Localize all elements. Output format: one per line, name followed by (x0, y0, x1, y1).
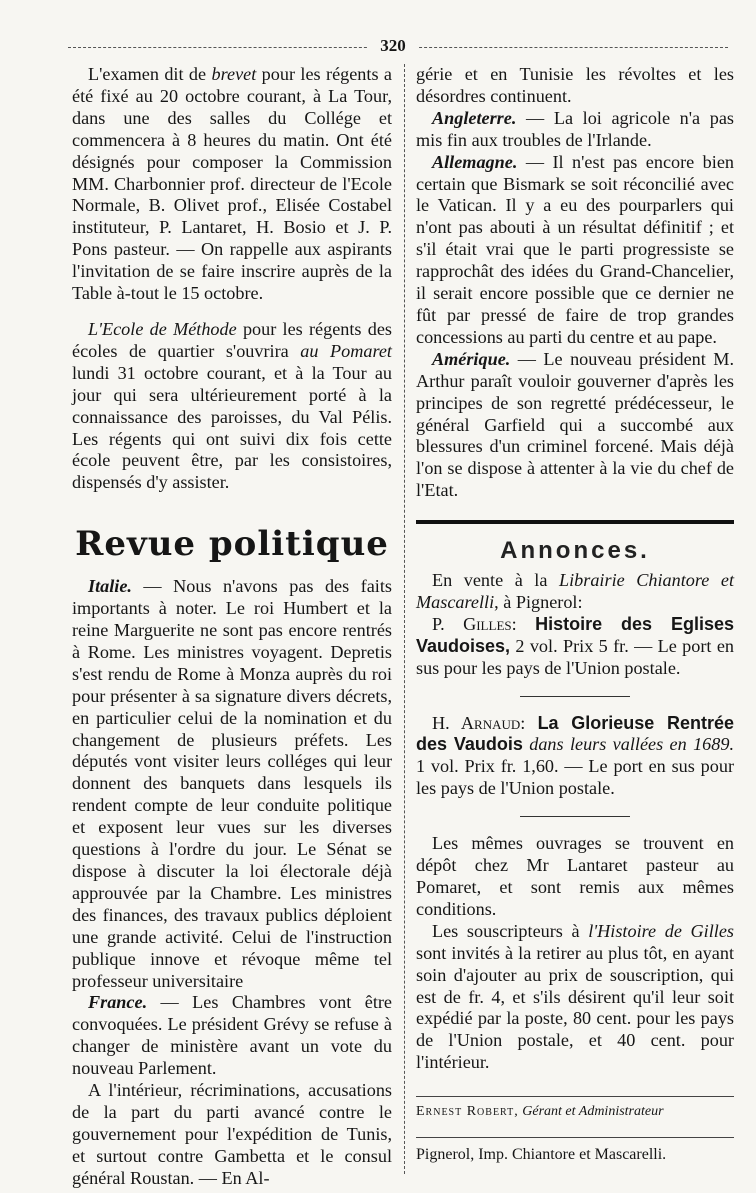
book-title-arnaud: La Glorieuse Rentrée des Vaudois (416, 712, 734, 755)
brevet-notice: L'examen dit de brevet pour les régents a été fixé au 20 octobre courant, à La Tour, dans une des salles du Collége et commencera à 8 heures du matin. Ont été désignés pour composer la Commission MM. Charbonnier prof. directeur de l'Ecole Normale, B. Olivet prof., Elisée Costabel instituteur, P. Lantaret, H. Bosio et J. P. Pons pasteur. — On rappelle aux aspirants l'invitation de se faire inscrire auprès de la Table à-tout le 15 octobre. (72, 64, 392, 304)
ad-intro: En vente à la Librairie Chiantore et Mascarelli, à Pignerol: (416, 570, 735, 612)
france-paragraph: France. — Les Chambres vont être convoquées. Le président Grévy se refuse à changer de ministère avant un vote du nouveau Parlement. (72, 992, 392, 1079)
printer-imprint: Pignerol, Imp. Chiantore et Mascarelli. (416, 1137, 734, 1166)
column-divider (404, 64, 405, 1174)
ad-arnaud: H. Arnaud: La Glorieuse Rentrée des Vaudois dans leurs vallées en 1689. 1 vol. Prix fr. 1,60. — Le port en sus pour les pays de l'Union postale. (416, 712, 734, 799)
right-column (416, 64, 734, 1166)
italie-paragraph: Italie. — Nous n'avons pas des faits importants à noter. Le roi Humbert et la reine Marguerite ne sont pas encore rentrés à Rome. Les ministres voyagent. Depretis s'est rendu de Rome à Monza auprès du roi pour présenter à sa signature divers décrets, en particulier celui de la nomination et du changement de plusieurs préfets. Les députés vont visiter leurs colléges qui leur donnent des banquets dans lesquels ils rendent compte de leur conduite politique et exposent leur vues sur les diverses questions à l'ordre du jour. Le Sénat se dispose à discuter la loi électorale déjà approuvée par la Chambre. Les ministres des finances, des travaux publics déploient une grande activité. Celui de l'instruction publique innove et révoque même tel professeur universitaire (72, 576, 392, 991)
italie-label: Italie. (88, 576, 132, 597)
france-paragraph-2: A l'intérieur, récriminations, accusations de la part du parti avancé contre le gouvernement pour l'expédition de Tunis, et surtout contre Gambetta et le consul général Roustan. — En Al- (72, 1080, 392, 1188)
methode-notice: L'Ecole de Méthode pour les régents des écoles de quartier s'ouvrira au Pomaret lundi 31 octobre courant, et à la Tour au jour qui sera ultérieurement porté à la connaissance des paroisses, du Val Pélis. Les régents qui ont suivi dix fois cette école peuvent être, par les consistoires, dispensés d'y assister. (72, 318, 392, 493)
angleterre-label: Angleterre. (432, 107, 517, 128)
allemagne-label: Allemagne. (432, 151, 518, 172)
souscripteurs-notice: Les souscripteurs à l'Histoire de Gilles sont invités à la retirer au plus tôt, en ayant soin d'ajouter au prix de souscription, qui est de fr. 4, et s'ils désirent qu'il leur soit expédié par la poste, 80 cent. pour les pays de l'Union postale, et 40 cent. pour l'intérieur. (416, 920, 734, 1073)
revue-politique-title: Revue politique (75, 524, 389, 565)
page-number: 320 (368, 36, 418, 56)
ad-gilles: P. Gilles: Histoire des Eglises Vaudoises, 2 vol. Prix 5 fr. — Le port en sus pour les pays de l'Union postale. (416, 613, 734, 678)
section-rule (416, 520, 734, 524)
allemagne-paragraph: Allemagne. — Il n'est pas encore bien certain que Bismark se soit réconcilié avec le Vatican. Il y a eu des pourparlers qui n'ont pas abouti à un résultat définitif ; et s'il était vrai que le parti progressiste se rapprochât des idées du Grand-Chancelier, il serait encore possible que ce dernier ne fût par pressé de faire de trop grandes concessions au parti du centre et au pape. (416, 151, 734, 347)
book-title-gilles: Histoire des Eglises Vaudoises, (416, 613, 734, 656)
depot-notice: Les mêmes ouvrages se trouvent en dépôt chez Mr Lantaret pasteur au Pomaret, et sont remis aux mêmes conditions. (416, 833, 734, 919)
france-continued: gérie et en Tunisie les révoltes et les désordres continuent. (416, 64, 734, 106)
amerique-paragraph: Amérique. — Le nouveau président M. Arthur paraît vouloir gouverner d'après les principes de son regretté prédécesseur, le général Garfield qui a succombé aux blessures d'un criminel forcené. Mais déjà l'on se dispose à attenter à la vie du chef de l'Etat. (416, 348, 734, 501)
ad-divider-2 (520, 816, 630, 817)
editor-credit: Ernest Robert, Gérant et Administrateur (416, 1096, 734, 1123)
ad-divider (520, 696, 630, 697)
left-column (72, 64, 392, 1190)
amerique-label: Amérique. (432, 348, 511, 369)
annonces-title: Annonces. (500, 537, 650, 565)
france-label: France. (88, 992, 148, 1013)
angleterre-paragraph: Angleterre. — La loi agricole n'a pas mis fin aux troubles de l'Irlande. (416, 107, 734, 150)
